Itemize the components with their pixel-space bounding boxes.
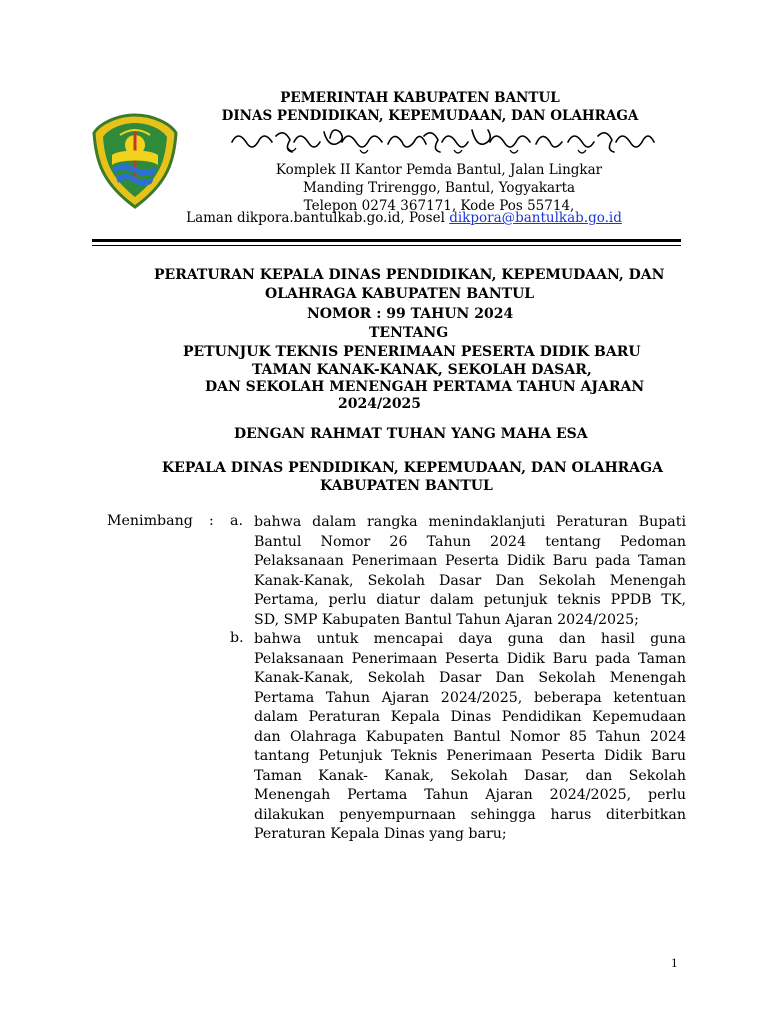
item-b-line: dan Olahraga Kabupaten Bantul Nomor 85 Tahun 2024 [254,728,686,745]
item-a-line: bahwa dalam rangka menindaklanjuti Peraturan Bupati [254,514,686,530]
blessing-line: DENGAN RAHMAT TUHAN YANG MAHA ESA [234,426,588,442]
web-email-line [0,210,768,226]
bantul-coat-of-arms-logo [90,111,180,211]
item-b-marker: b. [230,630,244,646]
item-a-line: Pelaksanaan Penerimaan Peserta Didik Baru pada Taman [254,553,686,569]
regulation-title-line-2: OLAHRAGA KABUPATEN BANTUL [265,286,535,302]
subject-line-3: DAN SEKOLAH MENENGAH PERTAMA TAHUN AJARAN [205,379,645,395]
authority-line-2: KABUPATEN BANTUL [320,478,493,494]
item-b-line: Pertama Tahun Ajaran 2024/2025, beberapa ketentuan [254,689,686,706]
agency-name: PEMERINTAH KABUPATEN BANTUL [280,90,560,106]
about-heading: TENTANG [369,325,449,341]
phone-line: Telepon 0274 367171, Kode Pos 55714, [303,198,575,214]
subject-line-4: 2024/2025 [338,396,422,412]
item-b-line: tantang Petunjuk Teknis Penerimaan Peserta Didik Baru [254,748,686,764]
letterhead-divider-thin [92,245,681,246]
item-b-line: dalam Peraturan Kepala Dinas Pendidikan Kepemudaan [254,709,686,725]
item-b-line: dilakukan penyempurnaan sehingga harus diterbitkan [254,806,686,823]
subject-line-1: PETUNJUK TEKNIS PENERIMAAN PESERTA DIDIK BARU [183,344,641,360]
considering-label: Menimbang [107,513,193,529]
javanese-script-heading [228,122,658,158]
regulation-number: NOMOR : 99 TAHUN 2024 [307,306,514,322]
email-link[interactable]: dikpora@bantulkab.go.id [449,210,622,226]
item-a-line: Kanak-Kanak, Sekolah Dasar Dan Sekolah Menengah [254,572,686,589]
regulation-title-line-1: PERATURAN KEPALA DINAS PENDIDIKAN, KEPEMUDAAN, DAN [154,267,665,283]
item-b-line: Pelaksanaan Penerimaan Peserta Didik Baru pada Taman [254,650,686,667]
item-b-line: Peraturan Kepala Dinas yang baru; [254,826,507,842]
item-a-line: SD, SMP Kabupaten Bantul Tahun Ajaran 2024/2025; [254,611,639,628]
item-a-line: Pertama, perlu diatur dalam petunjuk teknis PPDB TK, [254,592,686,608]
item-a-marker: a. [230,513,243,529]
address-line-1: Komplek II Kantor Pemda Bantul, Jalan Lingkar [275,162,603,178]
item-b-line: bahwa untuk mencapai daya guna dan hasil guna [254,631,686,647]
website-text: Laman dikpora.bantulkab.go.id, Posel [186,210,450,226]
letterhead-divider [92,239,681,242]
item-a-line: Bantul Nomor 26 Tahun 2024 tentang Pedoman [254,533,686,550]
address-line-2: Manding Trirenggo, Bantul, Yogyakarta [302,180,576,196]
considering-colon: : [209,513,214,529]
item-b-line: Kanak-Kanak, Sekolah Dasar Dan Sekolah Menengah [254,670,686,686]
authority-line-1: KEPALA DINAS PENDIDIKAN, KEPEMUDAAN, DAN OLAHRAGA [162,460,663,476]
subject-line-2: TAMAN KANAK-KANAK, SEKOLAH DASAR, [252,362,592,378]
department-name: DINAS PENDIDIKAN, KEPEMUDAAN, DAN OLAHRAGA [221,108,639,124]
page-number: 1 [671,955,678,970]
item-b-line: Taman Kanak- Kanak, Sekolah Dasar, dan Sekolah [254,767,686,784]
item-b-line: Menengah Pertama Tahun Ajaran 2024/2025, perlu [254,787,686,803]
